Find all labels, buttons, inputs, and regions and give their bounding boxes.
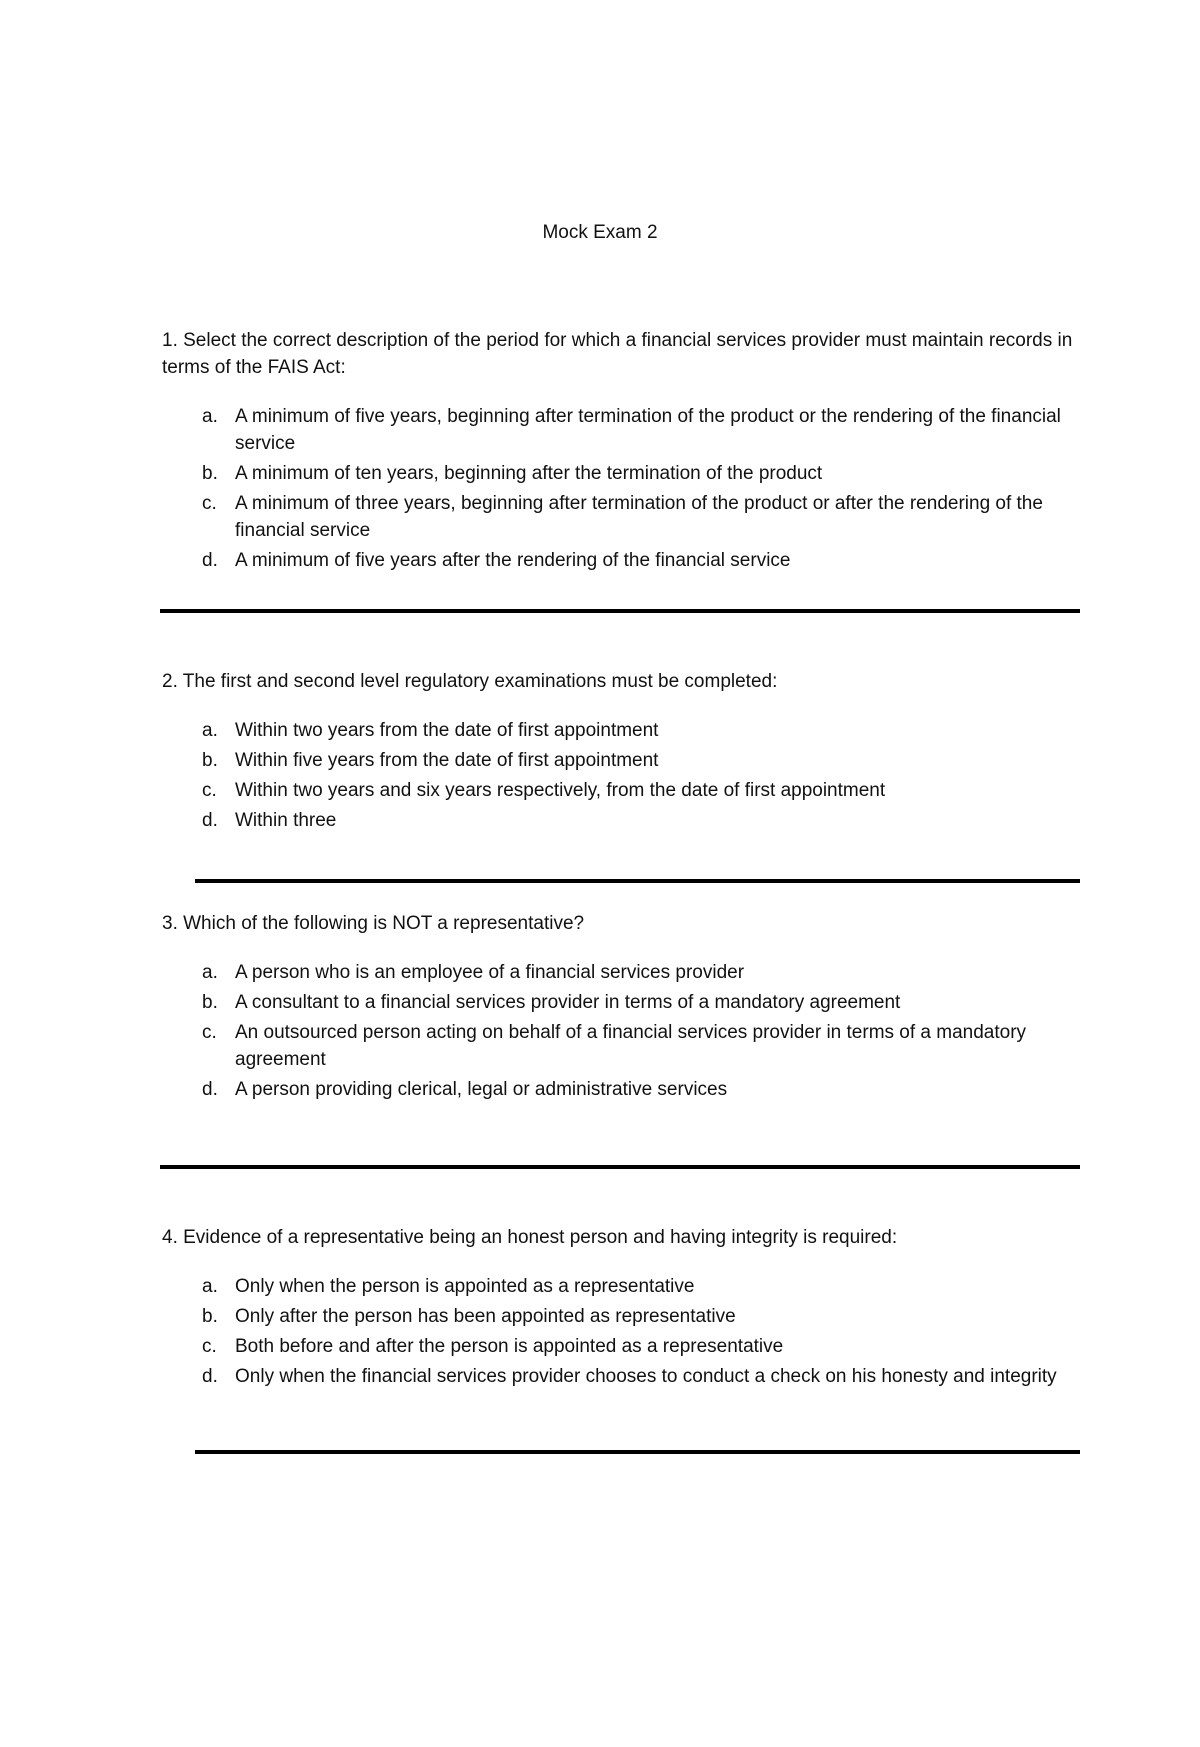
answer-option	[162, 747, 1082, 774]
option-letter: c.	[202, 1336, 217, 1357]
option-letter: a.	[202, 962, 218, 983]
answer-option	[162, 1333, 1082, 1360]
option-letter: c.	[202, 493, 217, 514]
option-letter: c.	[202, 1022, 217, 1043]
option-letter: b.	[202, 992, 218, 1013]
option-letter: a.	[202, 720, 218, 741]
section-divider	[160, 1165, 1080, 1169]
answer-options	[162, 717, 1082, 834]
answer-option	[162, 807, 1082, 834]
option-letter: d.	[202, 810, 218, 831]
option-text: A consultant to a financial services provider in terms of a mandatory agreement	[235, 992, 901, 1013]
answer-option	[162, 1019, 1082, 1073]
question-4	[162, 1224, 1082, 1393]
option-text: A minimum of ten years, beginning after the termination of the product	[235, 463, 823, 484]
option-text: Only when the person is appointed as a representative	[235, 1276, 695, 1297]
option-text: A person who is an employee of a financial services provider	[235, 962, 745, 983]
option-text: Only after the person has been appointed as representative	[235, 1306, 736, 1327]
option-letter: a.	[202, 406, 218, 427]
page-title: Mock Exam 2	[542, 222, 658, 243]
answer-option	[162, 1273, 1082, 1300]
option-text: A minimum of five years after the rendering of the financial service	[235, 550, 791, 571]
option-letter: b.	[202, 463, 218, 484]
option-text: Within two years from the date of first appointment	[235, 720, 659, 741]
answer-option	[162, 547, 1082, 574]
option-text: A minimum of five years, beginning after termination of the product or the rendering of the financial service	[235, 406, 1061, 454]
option-letter: b.	[202, 1306, 218, 1327]
question-stem: 2. The first and second level regulatory examinations must be completed:	[162, 671, 778, 692]
option-text: Within five years from the date of first appointment	[235, 750, 659, 771]
section-divider	[160, 609, 1080, 613]
question-3	[162, 910, 1082, 1106]
option-text: Within two years and six years respectively, from the date of first appointment	[235, 780, 886, 801]
option-text: An outsourced person acting on behalf of a financial services provider in terms of a mandatory agreement	[235, 1022, 1027, 1070]
answer-option	[162, 1363, 1082, 1390]
answer-options	[162, 1273, 1082, 1390]
option-letter: b.	[202, 750, 218, 771]
answer-options	[162, 959, 1082, 1103]
option-text: A minimum of three years, beginning after termination of the product or after the rendering of the financial service	[235, 493, 1043, 541]
option-text: A person providing clerical, legal or administrative services	[235, 1079, 728, 1100]
question-stem: 4. Evidence of a representative being an honest person and having integrity is required:	[162, 1227, 898, 1248]
option-text: Within three	[235, 810, 337, 831]
answer-option	[162, 460, 1082, 487]
question-2	[162, 668, 1082, 837]
answer-option	[162, 1303, 1082, 1330]
answer-option	[162, 959, 1082, 986]
option-letter: c.	[202, 780, 217, 801]
question-stem: 1. Select the correct description of the period for which a financial services provider must maintain records in terms of the FAIS Act:	[162, 330, 1073, 378]
question-1	[162, 327, 1082, 577]
question-stem: 3. Which of the following is NOT a representative?	[162, 913, 585, 934]
option-letter: d.	[202, 550, 218, 571]
answer-option	[162, 490, 1082, 544]
answer-option	[162, 403, 1082, 457]
option-text: Both before and after the person is appointed as a representative	[235, 1336, 784, 1357]
answer-option	[162, 717, 1082, 744]
answer-option	[162, 777, 1082, 804]
option-text: Only when the financial services provider chooses to conduct a check on his honesty and integrity	[235, 1366, 1057, 1387]
answer-option	[162, 989, 1082, 1016]
option-letter: a.	[202, 1276, 218, 1297]
option-letter: d.	[202, 1366, 218, 1387]
section-divider	[195, 1450, 1080, 1454]
section-divider	[195, 879, 1080, 883]
answer-option	[162, 1076, 1082, 1103]
answer-options	[162, 403, 1082, 574]
option-letter: d.	[202, 1079, 218, 1100]
